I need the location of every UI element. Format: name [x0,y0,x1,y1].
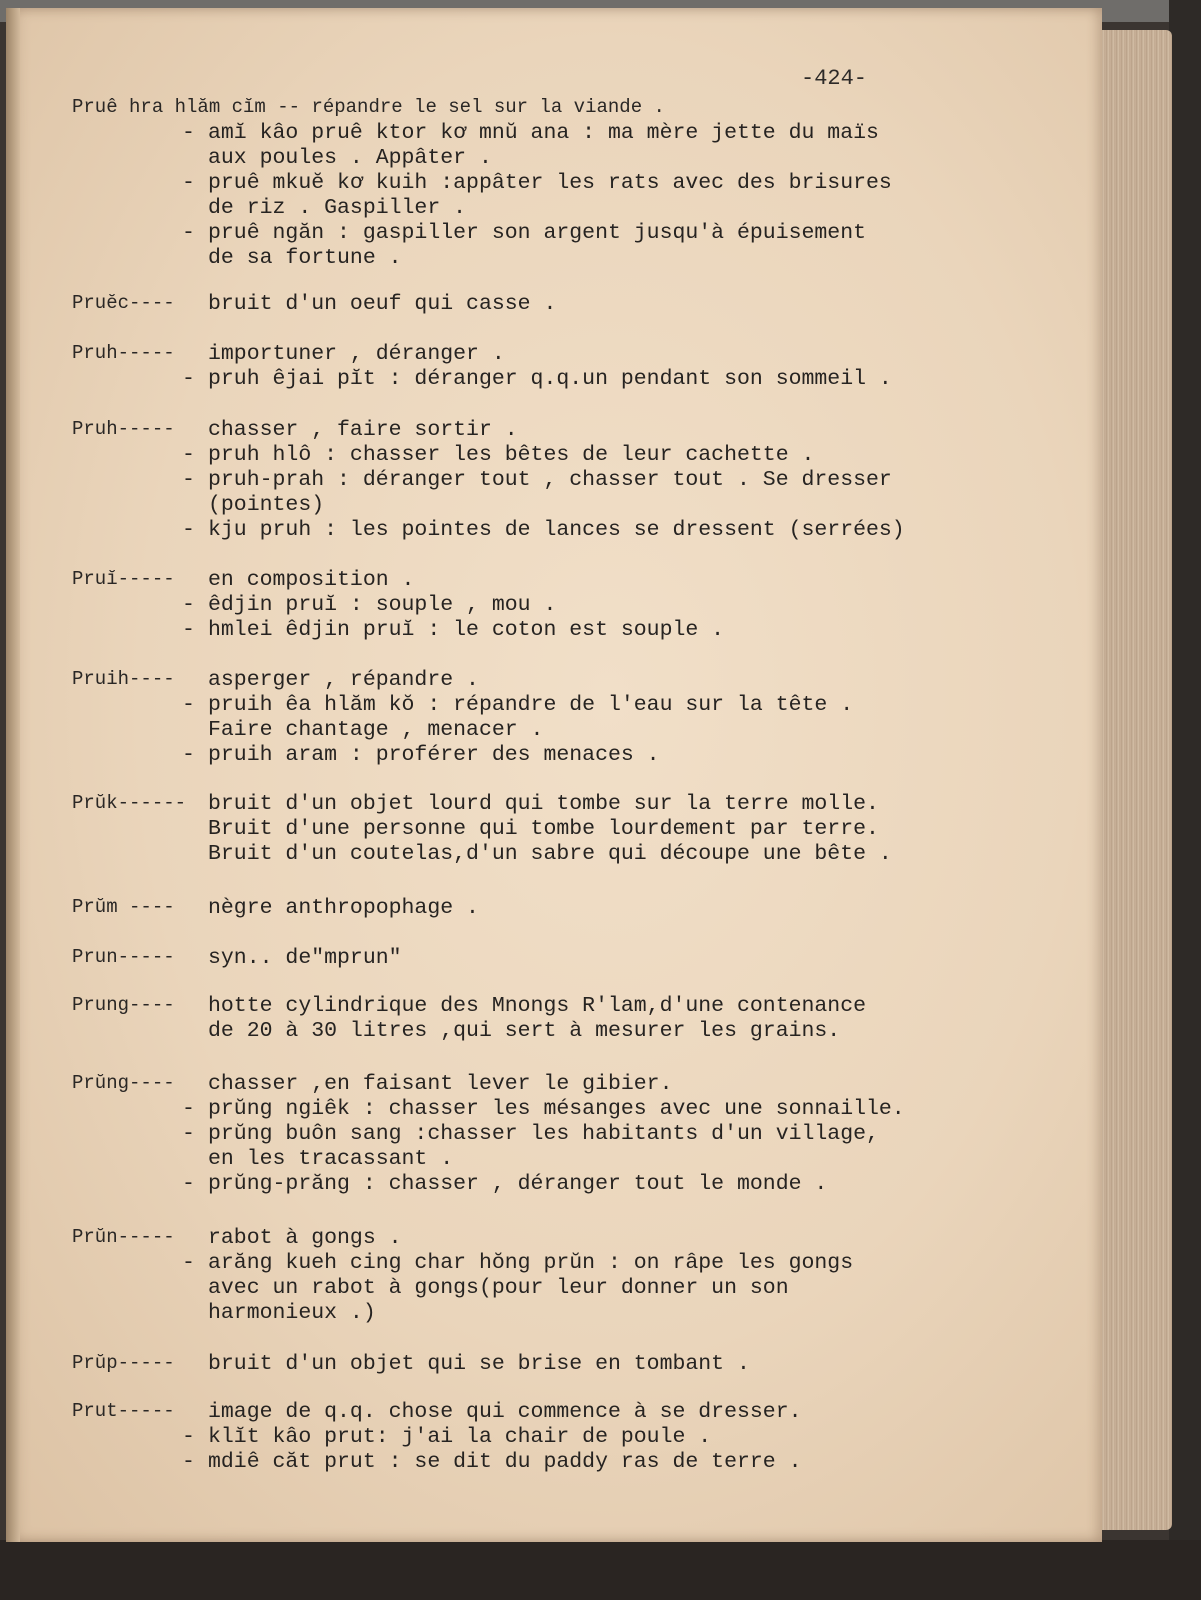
book-page-edges [1090,30,1172,1530]
entry-headword: Prŭng---- [72,1072,175,1094]
bullet-dash: - [182,367,195,391]
entry-line-text: bruit d'un objet lourd qui tombe sur la terre molle. [208,792,879,816]
entry-line-text: klĭt kâo prut: j'ai la chair de poule . [208,1425,712,1449]
entry-line [72,292,1072,317]
entry-line [72,568,1072,593]
entry-headword: Pruh----- [72,418,175,440]
entry-line-text: pruh-prah : déranger tout , chasser tout . Se dresser [208,468,892,492]
entry-line [72,842,1072,867]
entry-line-text: de riz . Gaspiller . [208,196,467,220]
entry-line-text: arăng kueh cing char hŏng prŭn : on râpe les gongs [208,1251,854,1275]
entry-line-text: de 20 à 30 litres ,qui sert à mesurer les grains. [208,1019,841,1043]
entry-line-text: prŭng buôn sang :chasser les habitants d'un village, [208,1122,879,1146]
entry-line [72,1352,1072,1377]
entry-line-text: bruit d'un objet qui se brise en tombant . [208,1352,750,1376]
entry-line [72,1172,1072,1197]
entry-line [72,246,1072,271]
entry-line [72,718,1072,743]
entry-line-text: mdiê căt prut : se dit du paddy ras de terre . [208,1450,802,1474]
entry-line-text: amĭ kâo pruê ktor kơ mnŭ ana : ma mère jette du maïs [208,121,879,145]
entry-line [72,121,1072,146]
entry-line [72,1226,1072,1251]
dictionary-entries [6,8,1102,1542]
entry-line-text: Bruit d'une personne qui tombe lourdement par terre. [208,817,879,841]
entry-line [72,618,1072,643]
entry-headword: Prŭp----- [72,1352,175,1374]
bullet-dash: - [182,743,195,767]
entry-line [72,743,1072,768]
entry-line-text: êdjin pruĭ : souple , mou . [208,593,557,617]
entry-line [72,221,1072,246]
bullet-dash: - [182,171,195,195]
entry-headword: Pruih---- [72,668,175,690]
entry-line-text: syn.. de"mprun" [208,946,402,970]
bullet-dash: - [182,1122,195,1146]
entry-line [72,1122,1072,1147]
entry-line [72,593,1072,618]
entry-line [72,1301,1072,1326]
entry-line [72,342,1072,367]
entry-line-text: de sa fortune . [208,246,402,270]
bullet-dash: - [182,1425,195,1449]
entry-line-text: hotte cylindrique des Mnongs R'lam,d'une contenance [208,994,867,1018]
bullet-dash: - [182,1097,195,1121]
entry-line [72,668,1072,693]
entry-line [72,196,1072,221]
entry-line-text: rabot à gongs . [208,1226,402,1250]
entry-line-text: nègre anthropophage . [208,896,479,920]
entry-line-text: chasser , faire sortir . [208,418,518,442]
entry-headword: Prŭm ---- [72,896,175,918]
entry-line-text: (pointes) [208,493,325,517]
entry-line [72,468,1072,493]
entry-line-text: prŭng ngiêk : chasser les mésanges avec une sonnaille. [208,1097,905,1121]
bullet-dash: - [182,693,195,717]
entry-line-text: chasser ,en faisant lever le gibier. [208,1072,673,1096]
entry-line [72,171,1072,196]
entry-headword: Prun----- [72,946,175,968]
page-number: -424- [801,66,868,91]
entry-headword: Prŭk------ [72,792,187,814]
bullet-dash: - [182,1251,195,1275]
entry-line-text: avec un rabot à gongs(pour leur donner un son [208,1276,789,1300]
entry-line [72,1251,1072,1276]
entry-line-text: importuner , déranger . [208,342,505,366]
entry-line [72,817,1072,842]
bullet-dash: - [182,1172,195,1196]
bullet-dash: - [182,1450,195,1474]
entry-line-text: pruih êa hlăm kŏ : répandre de l'eau sur la tête . [208,693,854,717]
entry-line-text: pruê mkuĕ kơ kuih :appâter les rats avec des brisures [208,171,892,195]
book-page [6,8,1102,1542]
entry-line-text: en composition . [208,568,415,592]
entry-line-text: en les tracassant . [208,1147,454,1171]
entry-headword: Prut----- [72,1400,175,1422]
entry-line [72,896,1072,921]
entry-line [72,1450,1072,1475]
entry-line [72,792,1072,817]
entry-line [72,1072,1072,1097]
entry-line [72,1019,1072,1044]
bullet-dash: - [182,221,195,245]
bullet-dash: - [182,618,195,642]
bullet-dash: - [182,468,195,492]
entry-line-text: kju pruh : les pointes de lances se dressent (serrées) [208,518,905,542]
entry-line-text: Faire chantage , menacer . [208,718,544,742]
entry-line-text: pruih aram : proférer des menaces . [208,743,660,767]
entry-line [72,994,1072,1019]
entry-line [72,146,1072,171]
entry-headword: Pruĭ----- [72,568,175,590]
entry-line-text: asperger , répandre . [208,668,479,692]
entry-line-text: pruh hlô : chasser les bêtes de leur cachette . [208,443,815,467]
entry-headword: Pruĕc---- [72,292,175,314]
bullet-dash: - [182,518,195,542]
entry-line [72,493,1072,518]
entry-line [72,443,1072,468]
entry-line [72,518,1072,543]
entry-line-text: hmlei êdjin pruĭ : le coton est souple . [208,618,725,642]
entry-line-text: pruh êjai pĭt : déranger q.q.un pendant son sommeil . [208,367,892,391]
bullet-dash: - [182,121,195,145]
entry-line [72,367,1072,392]
bullet-dash: - [182,443,195,467]
entry-line [72,1425,1072,1450]
entry-headword: Prŭn----- [72,1226,175,1248]
entry-line [72,946,1072,971]
entry-line [72,418,1072,443]
entry-line [72,1147,1072,1172]
entry-line-text: prŭng-prăng : chasser , déranger tout le monde . [208,1172,828,1196]
entry-line-text: aux poules . Appâter . [208,146,492,170]
entry-line-text: image de q.q. chose qui commence à se dresser. [208,1400,802,1424]
entry-line [72,1097,1072,1122]
entry-line-text: Bruit d'un coutelas,d'un sabre qui découpe une bête . [208,842,892,866]
entry-line [72,1276,1072,1301]
bullet-dash: - [182,593,195,617]
desk-background-right [1169,0,1201,1600]
entry-line-text: pruê ngăn : gaspiller son argent jusqu'à épuisement [208,221,867,245]
entry-line [72,1400,1072,1425]
entry-headword: Prung---- [72,994,175,1016]
entry-line-text: harmonieux .) [208,1301,376,1325]
desk-background-bottom [0,1540,1201,1600]
entry-line-text: bruit d'un oeuf qui casse . [208,292,557,316]
entry-headword: Pruê hra hlăm cĭm -- répandre le sel sur la viande . [72,96,665,118]
entry-headword: Pruh----- [72,342,175,364]
entry-line [72,693,1072,718]
